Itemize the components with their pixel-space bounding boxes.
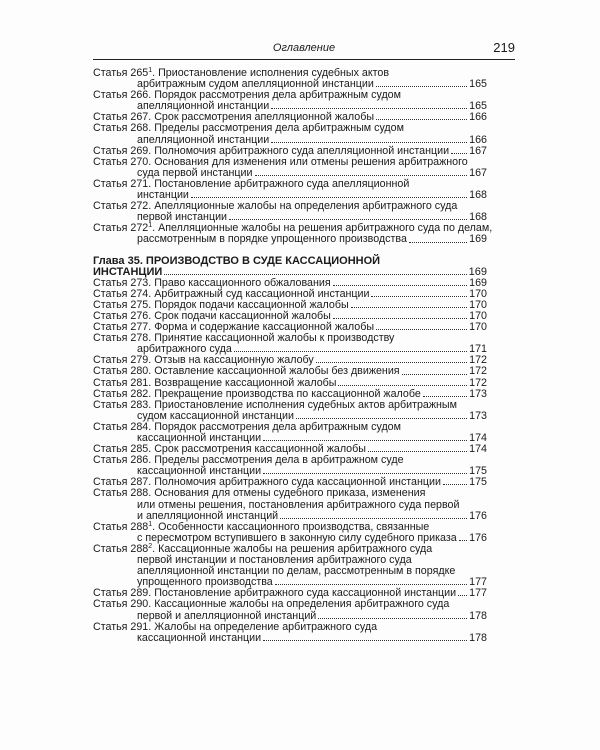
toc-entry[interactable] <box>93 622 487 644</box>
dot-leader <box>451 153 467 154</box>
page-reference[interactable]: 171 <box>469 343 487 356</box>
toc-entry[interactable] <box>93 599 487 621</box>
toc-entry-text: Статья $288^1$. Особенности кассационного производства, связанные <box>93 520 430 533</box>
toc-entry-text <box>137 633 261 644</box>
page-reference[interactable]: 176 <box>469 509 487 522</box>
toc-entry-text <box>137 234 407 245</box>
article-label: Статья 272 <box>93 222 149 235</box>
article-title-line: Форма и содержание кассационной жалобы <box>154 321 375 334</box>
page-reference[interactable]: 178 <box>469 609 487 622</box>
dot-leader <box>333 318 467 319</box>
article-title-line: Пределы рассмотрения дела в арбитражном суде <box>154 454 404 467</box>
dot-leader <box>338 385 467 386</box>
article-title-line: Жалобы на определение арбитражного суда <box>154 620 378 633</box>
article-title-line: Прекращение производства по кассационной жалобе <box>154 387 421 400</box>
article-label: Статья 265 <box>93 67 149 79</box>
dot-leader <box>164 274 466 275</box>
article-label: Статья 285. <box>93 443 152 456</box>
article-title-line: Полномочия арбитражного суда кассационной инстанции <box>154 476 441 489</box>
header-rule <box>93 59 515 60</box>
dot-leader <box>376 86 467 87</box>
toc-entry[interactable] <box>93 422 487 444</box>
article-superscript: 1 <box>148 222 153 230</box>
chapter-heading[interactable] <box>93 256 487 278</box>
article-label: Статья 291. <box>93 620 152 633</box>
dot-leader <box>275 584 467 585</box>
toc-entry[interactable] <box>93 179 487 201</box>
page-reference[interactable]: 172 <box>469 365 487 378</box>
toc-entry[interactable] <box>93 90 487 112</box>
article-title-line: Апелляционные жалобы на решения арбитражного суда по делам, <box>158 222 493 235</box>
dot-leader <box>351 307 468 308</box>
article-title-line: первой инстанции и постановления арбитражного суда <box>137 554 412 567</box>
article-label: Статья 274. <box>93 287 152 300</box>
article-label: Статья 282. <box>93 387 152 400</box>
article-superscript: 1 <box>148 67 153 74</box>
article-label: Статья 288. <box>93 487 152 500</box>
article-title-line: инстанции <box>137 189 189 202</box>
article-label: Статья 277. <box>93 321 152 334</box>
toc-entry[interactable] <box>93 201 487 223</box>
article-title-line: Постановление арбитражного суда апелляционной <box>154 177 410 190</box>
article-title-line: первой инстанции <box>137 211 228 224</box>
dot-leader <box>296 418 467 419</box>
article-title-line: Приостановление исполнения судебных актов арбитражным <box>154 398 457 411</box>
page-reference[interactable]: 165 <box>469 100 487 113</box>
article-title-line: арбитражного суда <box>137 343 232 356</box>
dot-leader <box>333 285 468 286</box>
toc-entry-text: Статья $288^2$. Кассационные жалобы на решения арбитражного суда <box>93 542 433 555</box>
article-title-line: Пределы рассмотрения дела арбитражным судом <box>154 122 404 135</box>
toc-entry[interactable] <box>93 455 487 477</box>
article-title-line: Апелляционные жалобы на определения арбитражного суда <box>154 200 458 213</box>
article-title-line: Кассационные жалобы на решения арбитражного суда <box>158 542 433 555</box>
article-label: Статья 283. <box>93 398 152 411</box>
page-reference[interactable]: 168 <box>469 211 487 224</box>
article-title-line: Принятие кассационной жалобы к производству <box>154 332 395 345</box>
article-title-line: Основания для отмены судебного приказа, изменения <box>154 487 426 500</box>
page-reference[interactable]: 170 <box>469 321 487 334</box>
header-title: Оглавление <box>272 42 336 54</box>
chapter-heading-line <box>93 256 487 267</box>
page-reference[interactable]: 166 <box>469 133 487 146</box>
page-reference[interactable]: 169 <box>468 265 487 278</box>
toc-entry[interactable] <box>93 333 487 355</box>
article-superscript: 2 <box>148 542 153 550</box>
toc-entry-text: Статья $272^1$. Апелляционные жалобы на решения арбитражного суда по делам, <box>93 222 493 235</box>
article-title-line: Срок рассмотрения кассационной жалобы <box>154 443 366 456</box>
dot-leader <box>459 540 467 541</box>
dot-leader <box>376 329 467 330</box>
article-title-line: с пересмотром вступившего в законную силу судебного приказа <box>137 531 457 544</box>
article-title-line: Срок рассмотрения апелляционной жалобы <box>154 111 375 124</box>
article-label: Статья 266. <box>93 89 152 102</box>
chapter-title-line: Глава 35. ПРОИЗВОДСТВО В СУДЕ КАССАЦИОННОЙ <box>93 254 381 267</box>
article-label: Статья 267. <box>93 111 152 124</box>
article-label: Статья 271. <box>93 177 152 190</box>
article-title-line: и апелляционной инстанций <box>137 509 279 522</box>
page-reference[interactable]: 178 <box>469 631 487 644</box>
article-label: Статья 281. <box>93 376 152 389</box>
article-title-line: упрощенного производства <box>137 576 273 589</box>
page-reference[interactable]: 167 <box>469 166 487 179</box>
dot-leader <box>234 351 467 352</box>
page-reference[interactable]: 175 <box>469 476 487 489</box>
article-label: Статья 286. <box>93 454 152 467</box>
article-label: Статья 290. <box>93 598 152 611</box>
article-title-line: или отмены решения, постановления арбитражного суда первой <box>137 498 460 511</box>
page-reference[interactable]: 166 <box>469 111 487 124</box>
page-reference[interactable]: 167 <box>469 144 487 157</box>
dot-leader <box>271 142 467 143</box>
page-reference[interactable]: 170 <box>469 298 487 311</box>
article-label: Статья 273. <box>93 276 152 289</box>
dot-leader <box>371 296 467 297</box>
page-reference[interactable]: 169 <box>469 233 487 246</box>
dot-leader <box>255 175 468 176</box>
dot-leader <box>423 396 467 397</box>
article-label: Статья 288 <box>93 542 149 555</box>
toc-entry[interactable] <box>93 157 487 179</box>
article-label: Статья 289. <box>93 587 152 600</box>
dot-leader <box>409 242 467 243</box>
article-label: Статья 288 <box>93 520 149 533</box>
toc-entry[interactable] <box>93 522 487 544</box>
article-label: Статья 275. <box>93 298 152 311</box>
dot-leader <box>443 484 467 485</box>
article-title-line: Постановление арбитражного суда кассационной инстанции <box>154 587 457 600</box>
toc-entry[interactable] <box>93 68 487 90</box>
article-title-line: рассмотренным в порядке упрощенного производства <box>137 233 407 246</box>
toc-entry[interactable] <box>93 400 487 422</box>
article-title-line: Основания для изменения или отмены решения арбитражного <box>154 155 468 168</box>
dot-leader <box>376 119 467 120</box>
page-reference[interactable]: 173 <box>469 409 487 422</box>
dot-leader <box>316 362 467 363</box>
page-reference[interactable]: 172 <box>469 376 487 389</box>
dot-leader <box>271 108 467 109</box>
article-title-line: Приостановление исполнения судебных актов <box>158 67 390 79</box>
article-title-line: кассационной инстанции <box>137 631 262 644</box>
page-reference[interactable]: 177 <box>469 576 487 589</box>
dot-leader <box>229 219 467 220</box>
article-label: Статья 284. <box>93 420 152 433</box>
dot-leader <box>263 440 467 441</box>
page-reference[interactable]: 168 <box>469 189 487 202</box>
article-title-line: апелляционной инстанции <box>137 100 270 113</box>
article-title-line: Оставление кассационной жалобы без движения <box>154 365 400 378</box>
dot-leader <box>458 595 467 596</box>
article-label: Статья 269. <box>93 144 152 157</box>
dot-leader <box>280 518 467 519</box>
toc-entry[interactable] <box>93 488 487 521</box>
article-title-line: апелляционной инстанции по делам, рассмотренным в порядке <box>137 565 456 578</box>
article-title-line: кассационной инстанции <box>137 432 262 444</box>
page-reference[interactable]: 173 <box>469 387 487 400</box>
page-reference[interactable]: 175 <box>469 465 487 478</box>
article-label: Статья 276. <box>93 309 152 322</box>
dot-leader <box>263 473 467 474</box>
article-title-line: суда первой инстанции <box>137 166 253 179</box>
dot-leader <box>318 618 467 619</box>
article-title-line: Особенности кассационного производства, связанные <box>158 520 430 533</box>
toc-entry-text: Статья $265^1$. Приостановление исполнения судебных актов <box>93 67 390 79</box>
article-label: Статья 270. <box>93 155 152 168</box>
header-page-number: 219 <box>493 40 515 55</box>
toc-entry-last-line <box>93 633 487 644</box>
dot-leader <box>402 374 468 375</box>
article-title-line: Порядок подачи кассационной жалобы <box>154 298 349 311</box>
article-title-line: Порядок рассмотрения дела арбитражным судом <box>154 420 401 433</box>
article-superscript: 1 <box>148 520 153 528</box>
page-reference[interactable]: 170 <box>469 309 487 322</box>
article-title-line: первой и апелляционной инстанций <box>137 609 317 622</box>
page-reference[interactable]: 174 <box>469 443 487 456</box>
table-of-contents <box>93 67 493 644</box>
article-title-line: Отзыв на кассационную жалобу <box>154 354 314 367</box>
article-label: Статья 287. <box>93 476 152 489</box>
article-label: Статья 278. <box>93 332 152 345</box>
toc-entry-last-line <box>93 234 487 245</box>
running-header <box>93 40 515 60</box>
article-label: Статья 268. <box>93 122 152 135</box>
toc-entry[interactable] <box>93 544 487 588</box>
article-title-line: Кассационные жалобы на определения арбитражного суда <box>154 598 450 611</box>
dot-leader <box>263 640 467 641</box>
article-label: Статья 279. <box>93 354 152 367</box>
page-reference[interactable]: 176 <box>469 531 487 544</box>
chapter-title-line: ИНСТАНЦИИ <box>93 265 163 278</box>
page-reference[interactable]: 177 <box>469 587 487 600</box>
article-title-line: кассационной инстанции <box>137 465 262 478</box>
article-title-line: Полномочия арбитражного суда апелляционной инстанции <box>154 144 450 157</box>
article-label: Статья 272. <box>93 200 152 213</box>
toc-entry[interactable] <box>93 222 493 246</box>
toc-entry[interactable] <box>93 123 487 145</box>
article-title-line: апелляционной инстанции <box>137 133 270 146</box>
article-title-line: судом кассационной инстанции <box>137 409 294 422</box>
page-reference[interactable]: 165 <box>469 78 487 91</box>
article-title-line: Арбитражный суд кассационной инстанции <box>154 287 370 300</box>
page-reference[interactable]: 174 <box>469 432 487 444</box>
article-title-line: Возвращение кассационной жалобы <box>154 376 337 389</box>
page-reference[interactable]: 169 <box>469 276 487 289</box>
dot-leader <box>368 451 467 452</box>
article-title-line: Право кассационного обжалования <box>154 276 331 289</box>
article-title-line: Срок подачи кассационной жалобы <box>154 309 331 322</box>
article-title-line: Порядок рассмотрения дела арбитражным судом <box>154 89 401 102</box>
article-title-line: арбитражным судом апелляционной инстанции <box>137 78 374 91</box>
dot-leader <box>191 197 467 198</box>
page-reference[interactable]: 170 <box>469 287 487 300</box>
page-reference[interactable]: 172 <box>469 354 487 367</box>
article-label: Статья 280. <box>93 365 152 378</box>
